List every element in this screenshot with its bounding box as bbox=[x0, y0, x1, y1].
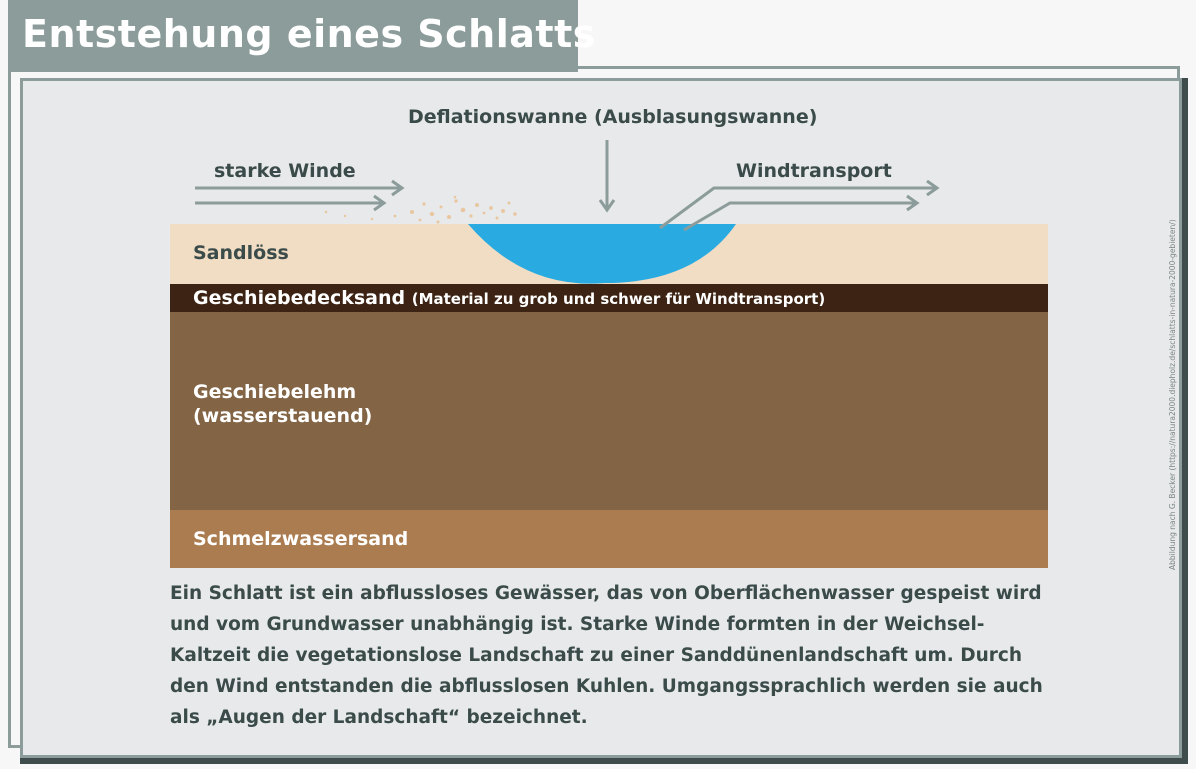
layer-label-geschiebedecksand bbox=[193, 287, 825, 309]
winds-label: starke Winde bbox=[214, 160, 356, 182]
layer-label-geschiebelehm-sub: (wasserstauend) bbox=[193, 405, 373, 427]
layer-note: (Material zu grob und schwer für Windtransport) bbox=[411, 290, 826, 308]
description-text: Ein Schlatt ist ein abflussloses Gewässer, das von Oberflächenwasser gespeist wird und vom Grundwasser unabhängig ist. Starke Winde formten in der Weichsel-Kaltzeit die vegetationslose Landschaft zu einer Sanddünenlandschaft um. Durch den Wind entstanden die abflusslosen Kuhlen. Umgangssprachlich werden sie auch als „Augen der Landschaft“ bezeichnet. bbox=[170, 583, 1043, 728]
deflation-arrow bbox=[600, 140, 614, 210]
layer-label-sandloess: Sandlöss bbox=[193, 242, 289, 264]
image-credit: Abbildung nach G. Becker (https://natura2000.diepholz.de/schlatts-in-natura-2000-gebieten/) bbox=[1168, 219, 1177, 570]
layer-name: Geschiebedecksand bbox=[193, 287, 406, 309]
transport-label: Windtransport bbox=[736, 160, 892, 182]
layer-label-geschiebelehm: Geschiebelehm bbox=[193, 381, 357, 403]
deflation-label: Deflationswanne (Ausblasungswanne) bbox=[408, 106, 818, 128]
wind-arrows-left bbox=[195, 181, 402, 210]
transport-arrows bbox=[660, 181, 937, 230]
layer-label-schmelzwassersand: Schmelzwassersand bbox=[193, 528, 409, 550]
description bbox=[170, 578, 1050, 733]
page-title: Entstehung eines Schlatts bbox=[22, 12, 596, 56]
sand-particles bbox=[325, 196, 517, 224]
